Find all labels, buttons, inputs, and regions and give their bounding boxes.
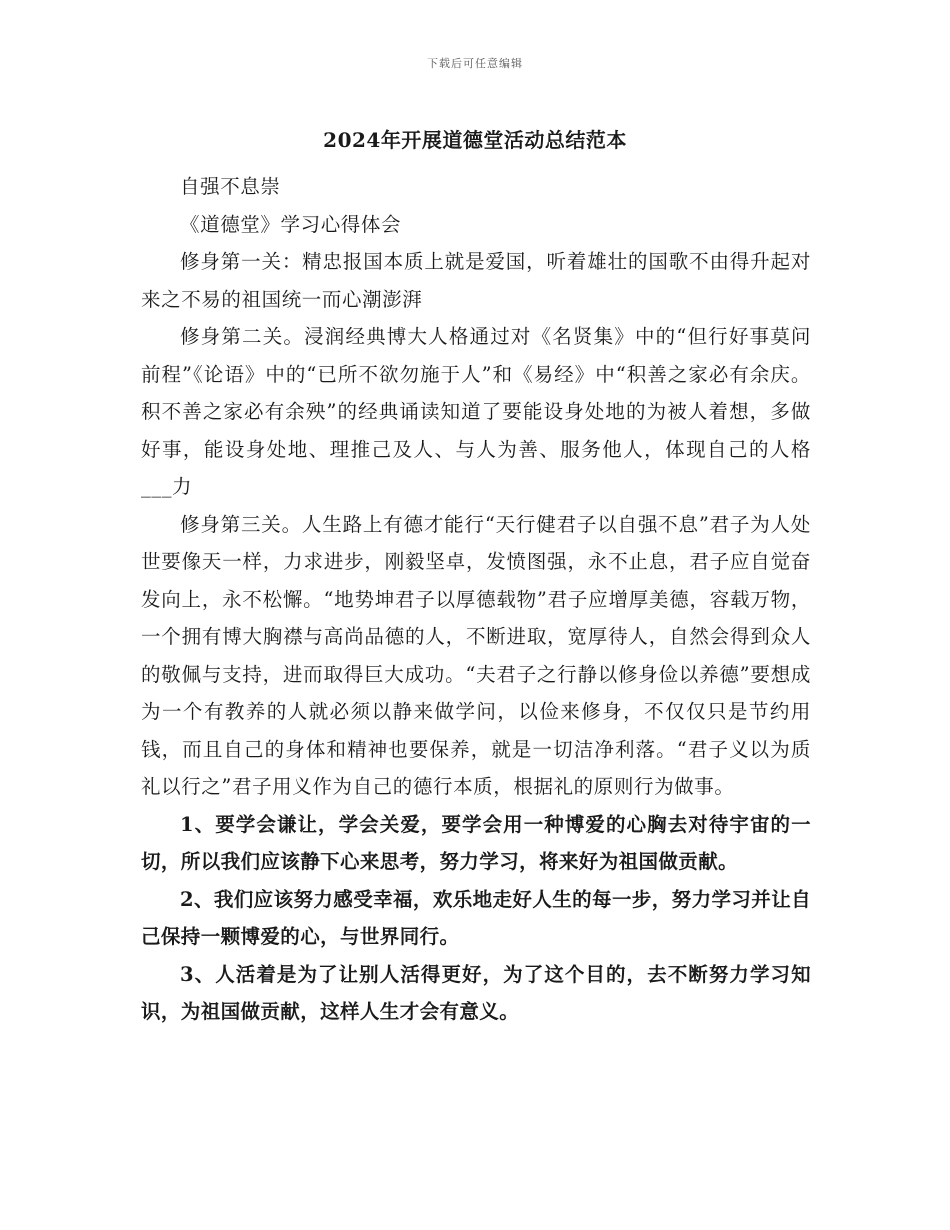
numbered-point-2: 2、我们应该努力感受幸福，欢乐地走好人生的每一步，努力学习并让自己保持一颗博爱的心，与世界同行。	[141, 887, 811, 948]
numbered-point-1: 1、要学会谦让，学会关爱，要学会用一种博爱的心胸去对待宇宙的一切，所以我们应该静下心来思考，努力学习，将来好为祖国做贡献。	[141, 812, 811, 873]
paragraph-first-level: 修身第一关：精忠报国本质上就是爱国，听着雄壮的国歌不由得升起对来之不易的祖国统一而心潮澎湃	[141, 250, 811, 311]
paragraph-third-level: 修身第三关。人生路上有德才能行“天行健君子以自强不息”君子为人处世要像天一样，力求进步，刚毅坚卓，发愤图强，永不止息，君子应自觉奋发向上，永不松懈。“地势坤君子以厚德载物”君子应增厚美德，容载万物，一个拥有博大胸襟与高尚品德的人，不断进取，宽厚待人，自然会得到众人的敬佩与支持，进而取得巨大成功。“夫君子之行静以修身俭以养德”要想成为一个有教养的人就必须以静来做学问，以俭来修身，不仅仅只是节约用钱，而且自己的身体和精神也要保养，就是一切洁净利落。“君子义以为质礼以行之”君子用义作为自己的德行本质，根据礼的原则行为做事。	[141, 512, 811, 798]
paragraph-second-level: 修身第二关。浸润经典博大人格通过对《名贤集》中的“但行好事莫问前程”《论语》中的“已所不欲勿施于人”和《易经》中“积善之家必有余庆。积不善之家必有余殃”的经典诵读知道了要能设身处地的为被人着想，多做好事，能设身处地、理推己及人、与人为善、服务他人，体现自己的人格___力	[141, 325, 811, 498]
document-title: 2024年开展道德堂活动总结范本	[323, 128, 627, 152]
numbered-point-3: 3、人活着是为了让别人活得更好，为了这个目的，去不断努力学习知识，为祖国做贡献，这样人生才会有意义。	[141, 962, 811, 1023]
header-note: 下载后可任意编辑	[427, 57, 523, 70]
paragraph-subtitle: 《道德堂》学习心得体会	[180, 212, 402, 236]
paragraph-intro-line: 自强不息崇	[180, 175, 281, 198]
document-body	[141, 168, 811, 1031]
